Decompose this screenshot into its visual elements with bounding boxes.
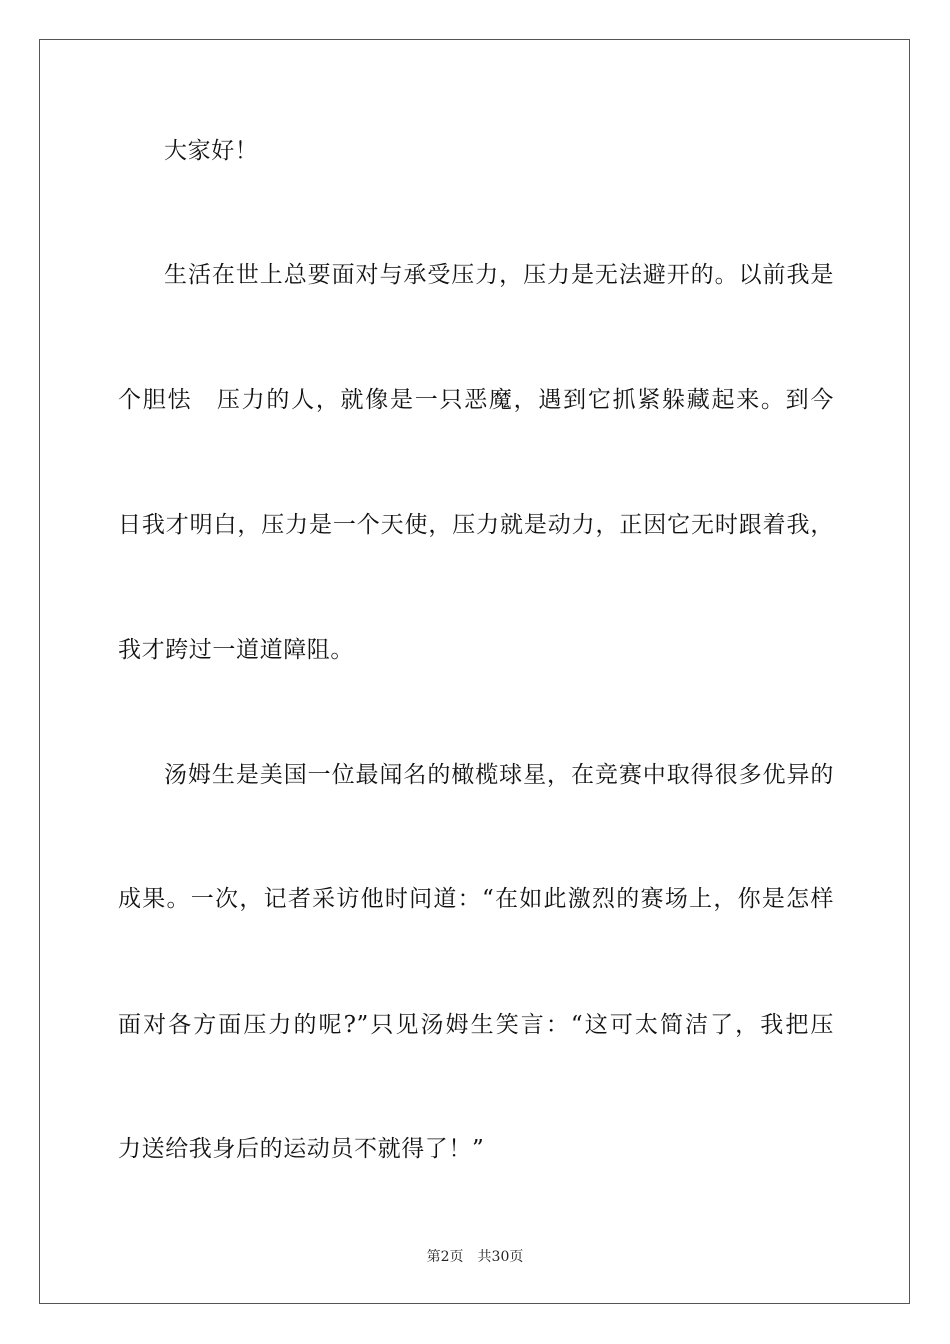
paragraph-2-line-1: 汤姆生是美国一位最闻名的橄榄球星，在竞赛中取得很多优异的 <box>164 762 834 788</box>
paragraph-1-line-4: 我才跨过一道道障阻。 <box>118 637 354 663</box>
paragraph-1-line-2: 个胆怯 压力的人，就像是一只恶魔，遇到它抓紧躲藏起来。到今 <box>118 387 834 413</box>
page-number-footer <box>0 1247 950 1267</box>
paragraph-2-line-4: 力送给我身后的运动员不就得了！” <box>118 1136 485 1162</box>
greeting-line: 大家好！ <box>164 138 259 164</box>
paragraph-2-line-3: 面对各方面压力的呢?”只见汤姆生笑言：“这可太简洁了，我把压 <box>118 1012 834 1038</box>
page-number-label: 第2页 共30页 <box>426 1249 524 1265</box>
page-frame <box>39 39 910 1304</box>
paragraph-1-line-3: 日我才明白，压力是一个天使，压力就是动力，正因它无时跟着我， <box>118 512 834 538</box>
paragraph-1-line-1: 生活在世上总要面对与承受压力，压力是无法避开的。以前我是 <box>164 262 834 288</box>
paragraph-2-line-2: 成果。一次，记者采访他时问道：“在如此激烈的赛场上，你是怎样 <box>118 886 834 912</box>
